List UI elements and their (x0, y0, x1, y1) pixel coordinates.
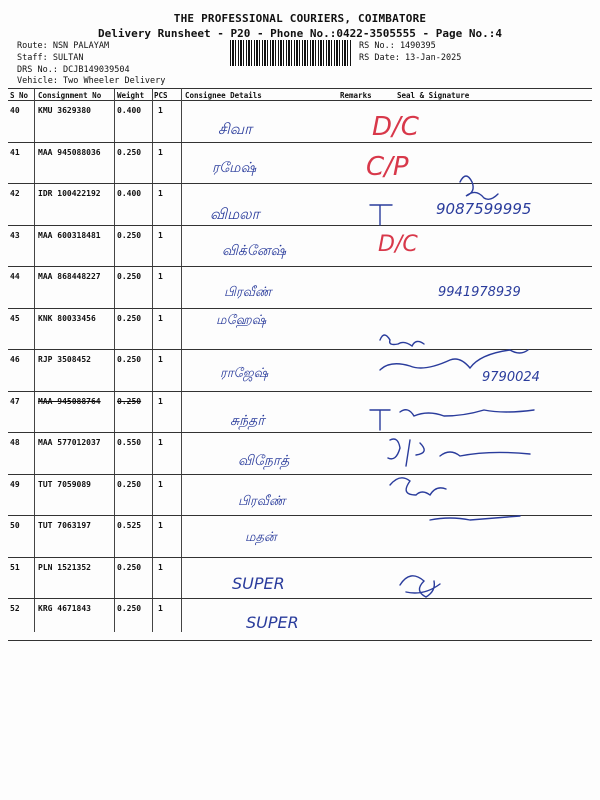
signature-stroke (380, 350, 528, 370)
row-pcs: 1 (158, 438, 163, 447)
company-title: THE PROFESSIONAL COURIERS, COIMBATORE (173, 12, 427, 25)
handwritten-phone: 9087599995 (436, 200, 532, 218)
handwritten-consignee: சிவா (218, 120, 252, 138)
handwritten-consignee: சுந்தர் (230, 413, 265, 429)
route-label: Route: NSN PALAYAM (17, 41, 110, 51)
col-header-consignment: Consignment No (38, 91, 102, 100)
row-weight: 0.525 (117, 521, 142, 530)
col-header-signature: Seal & Signature (397, 91, 470, 100)
row-pcs: 1 (158, 230, 163, 240)
row-consignment-no: MAA 868448227 (38, 272, 101, 281)
row-pcs: 1 (158, 562, 163, 572)
col-header-weight: Weight (117, 91, 145, 100)
row-consignment-no: MAA 945088036 (38, 147, 101, 157)
table-header-rule (8, 100, 592, 101)
row-pcs: 1 (158, 272, 163, 281)
col-divider (114, 88, 115, 632)
col-header-pcs: PCS (154, 91, 168, 100)
row-pcs: 1 (158, 106, 163, 115)
row-pcs: 1 (158, 396, 163, 406)
drs-label: DRS No.: DCJB149039504 (17, 65, 130, 75)
col-divider (152, 88, 153, 632)
signature-scribbles (360, 160, 580, 630)
row-weight: 0.250 (117, 479, 142, 489)
signature-stroke (430, 516, 520, 520)
col-header-consignee: Consignee Details (185, 91, 262, 100)
rs-date: RS Date: 13-Jan-2025 (359, 53, 462, 63)
row-consignment-no: KNK 80033456 (38, 313, 96, 323)
handwritten-consignee: விக்னேஷ் (222, 243, 287, 259)
row-sno: 49 (10, 479, 20, 489)
row-sno: 40 (10, 106, 20, 115)
row-sno: 50 (10, 521, 20, 530)
row-consignment-no: MAA 577012037 (38, 438, 101, 447)
row-weight: 0.400 (117, 189, 142, 198)
handwritten-consignee: பிரவீண் (224, 285, 272, 300)
row-weight: 0.250 (117, 355, 142, 364)
row-consignment-no: KRG 4671843 (38, 604, 91, 613)
signature-stroke (460, 176, 498, 199)
row-pcs: 1 (158, 313, 163, 323)
row-consignment-no: PLN 1521352 (38, 562, 91, 572)
row-sno: 48 (10, 438, 20, 447)
handwritten-consignee: விமலா (210, 205, 260, 223)
runsheet-subtitle: Delivery Runsheet - P20 - Phone No.:0422-3505555 - Page No.:4 (98, 27, 502, 40)
row-weight: 0.250 (117, 272, 142, 281)
row-consignment-no: IDR 100422192 (38, 189, 101, 198)
row-rule (8, 142, 592, 143)
row-weight: 0.250 (117, 313, 142, 323)
row-sno: 41 (10, 147, 20, 157)
handwritten-consignee: ராஜேஷ் (220, 366, 269, 381)
handwritten-consignee: பிரவீண் (238, 494, 286, 509)
row-sno: 45 (10, 313, 20, 323)
row-sno: 51 (10, 562, 20, 572)
row-sno: 52 (10, 604, 20, 613)
barcode (230, 40, 352, 66)
handwritten-consignee: விநோத் (238, 453, 290, 469)
handwritten-remark: D/C (372, 112, 419, 142)
row-weight: 0.250 (117, 230, 142, 240)
row-weight: 0.550 (117, 438, 142, 447)
row-pcs: 1 (158, 479, 163, 489)
row-pcs: 1 (158, 189, 163, 198)
col-header-remarks: Remarks (340, 91, 372, 100)
row-pcs: 1 (158, 521, 163, 530)
row-pcs: 1 (158, 604, 163, 613)
staff-label: Staff: SULTAN (17, 53, 84, 63)
handwritten-consignee: மதன் (245, 530, 277, 545)
signature-stroke (370, 410, 534, 430)
row-consignment-no: MAA 600318481 (38, 230, 101, 240)
row-rule (8, 640, 592, 641)
row-weight: 0.250 (117, 147, 142, 157)
row-pcs: 1 (158, 355, 163, 364)
vehicle-label: Vehicle: Two Wheeler Delivery (17, 76, 166, 86)
signature-stroke (380, 335, 424, 346)
row-weight: 0.250 (117, 396, 142, 406)
signature-stroke (390, 478, 446, 495)
row-pcs: 1 (158, 147, 163, 157)
handwritten-consignee: SUPER (246, 613, 299, 632)
row-weight: 0.400 (117, 106, 142, 115)
handwritten-consignee: மஹேஷ் (216, 313, 267, 328)
row-sno: 42 (10, 189, 20, 198)
col-divider (181, 88, 182, 632)
rs-number: RS No.: 1490395 (359, 41, 436, 51)
row-sno: 47 (10, 396, 20, 406)
row-consignment-no: TUT 7059089 (38, 479, 91, 489)
col-divider (34, 88, 35, 632)
signature-stroke (370, 205, 392, 225)
handwritten-consignee: SUPER (232, 574, 285, 593)
handwritten-consignee: ரமேஷ் (212, 160, 257, 176)
row-weight: 0.250 (117, 604, 142, 613)
signature-stroke (388, 439, 530, 466)
handwritten-phone: 9941978939 (438, 285, 521, 300)
row-weight: 0.250 (117, 562, 142, 572)
row-consignment-no: RJP 3508452 (38, 355, 91, 364)
row-sno: 44 (10, 272, 20, 281)
table-top-rule (8, 88, 592, 89)
handwritten-remark: D/C (378, 232, 418, 257)
row-consignment-no: TUT 7063197 (38, 521, 91, 530)
handwritten-phone: 9790024 (482, 370, 540, 385)
handwritten-remark: C/P (366, 152, 409, 182)
col-header-sno: S No (10, 91, 29, 100)
row-consignment-no: KMU 3629380 (38, 106, 91, 115)
row-consignment-no: MAA 945088764 (38, 396, 101, 406)
signature-stroke (400, 576, 440, 597)
row-sno: 46 (10, 355, 20, 364)
row-sno: 43 (10, 230, 20, 240)
